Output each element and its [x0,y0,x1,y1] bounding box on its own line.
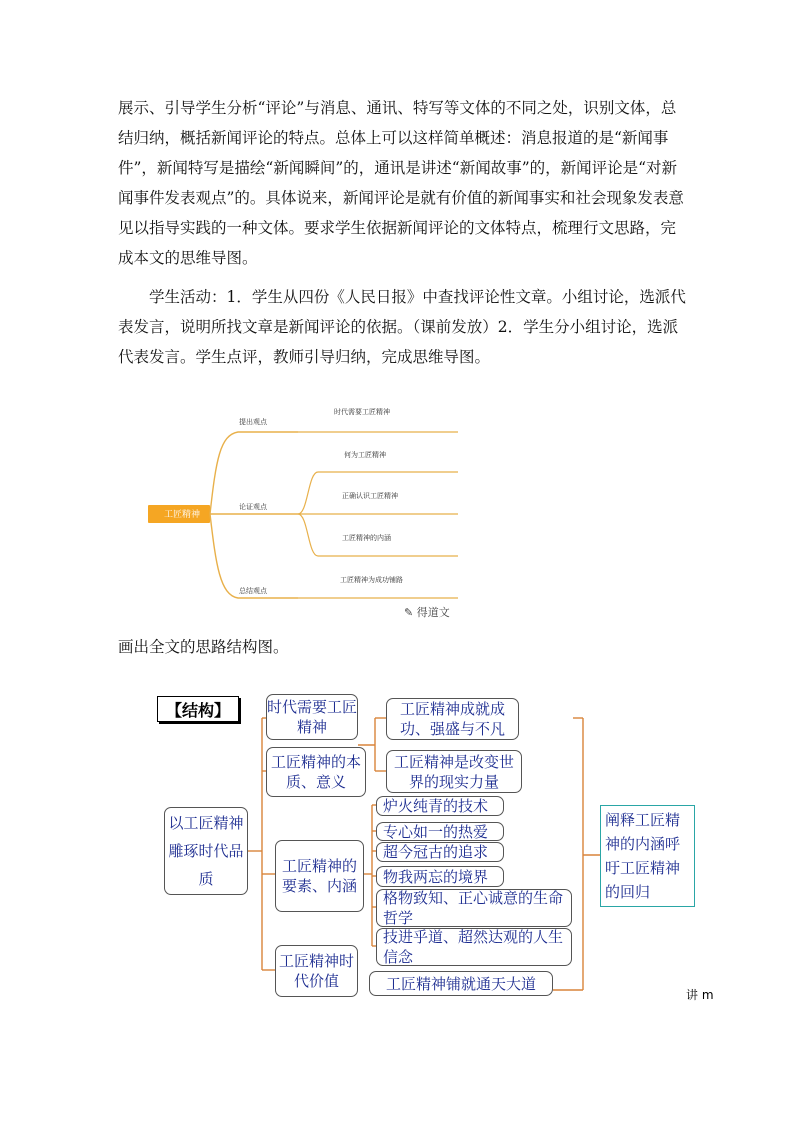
watermark-text: 得道文 [416,606,450,619]
value-path: 工匠精神铺就通天大道 [369,971,553,996]
node-era-needs: 时代需要工匠精神 [266,694,358,740]
structure-tag: 【结构】 [157,696,239,722]
mindmap-branch-3: 总结观点 [239,587,267,595]
mind-map [148,390,458,625]
mindmap-leaf-1: 时代需要工匠精神 [334,408,390,416]
sub-success: 工匠精神成就成功、强盛与不凡 [386,698,519,740]
node-essence: 工匠精神的本质、意义 [266,747,366,797]
node-value: 工匠精神时代价值 [275,945,358,997]
element-realm: 物我两忘的境界 [376,866,504,887]
structure-root: 以工匠精神雕琢时代品质 [164,807,248,895]
element-philosophy: 格物致知、正心诚意的生命哲学 [376,889,572,927]
corner-mark: 讲 m [686,988,714,1002]
mindmap-leaf-4: 工匠精神的内涵 [342,534,391,542]
intro-paragraph: 展示、引导学生分析“评论”与消息、通讯、特写等文体的不同之处，识别文体，总结归纳，概括新闻评论的特点。总体上可以这样简单概述：消息报道的是“新闻事件”，新闻特写是描绘“新闻瞬间”的，通讯是讲述“新闻故事”的，新闻评论是“对新闻事件发表观点”的。具体说来，新闻评论是就有价值的新闻事实和社会现象发表意见以指导实践的一种文体。要求学生依据新闻评论的文体特点，梳理行文思路，完成本文的思维导图。 [118,99,684,267]
mindmap-leaf-3: 正确认识工匠精神 [342,492,398,500]
element-technique: 炉火纯青的技术 [376,796,504,816]
student-activity-paragraph: 学生活动：1．学生从四份《人民日报》中查找评论性文章。小组讨论，选派代表发言，说明所找文章是新闻评论的依据。（课前发放）2．学生分小组讨论，选派代表发言。学生点评，教师引导归纳，完成思维导图。 [118,288,686,366]
mindmap-branch-2: 论证观点 [239,503,267,511]
conclusion-box: 阐释工匠精神的内涵呼吁工匠精神的回归 [600,805,695,907]
caption: 画出全文的思路结构图。 [118,638,289,656]
watermark [404,604,450,620]
sub-power: 工匠精神是改变世界的现实力量 [386,750,522,793]
mindmap-branch-1: 提出观点 [239,418,267,426]
mindmap-leaf-2: 何为工匠精神 [344,451,386,459]
watermark-icon: ✎ [404,606,417,619]
node-elements: 工匠精神的要素、内涵 [275,840,364,912]
mindmap-leaf-5: 工匠精神为成功铺路 [340,576,403,584]
element-pursuit: 超今冠古的追求 [376,842,504,862]
element-passion: 专心如一的热爱 [376,822,504,841]
mindmap-root: 工匠精神 [164,510,201,520]
element-belief: 技进乎道、超然达观的人生信念 [376,928,572,966]
